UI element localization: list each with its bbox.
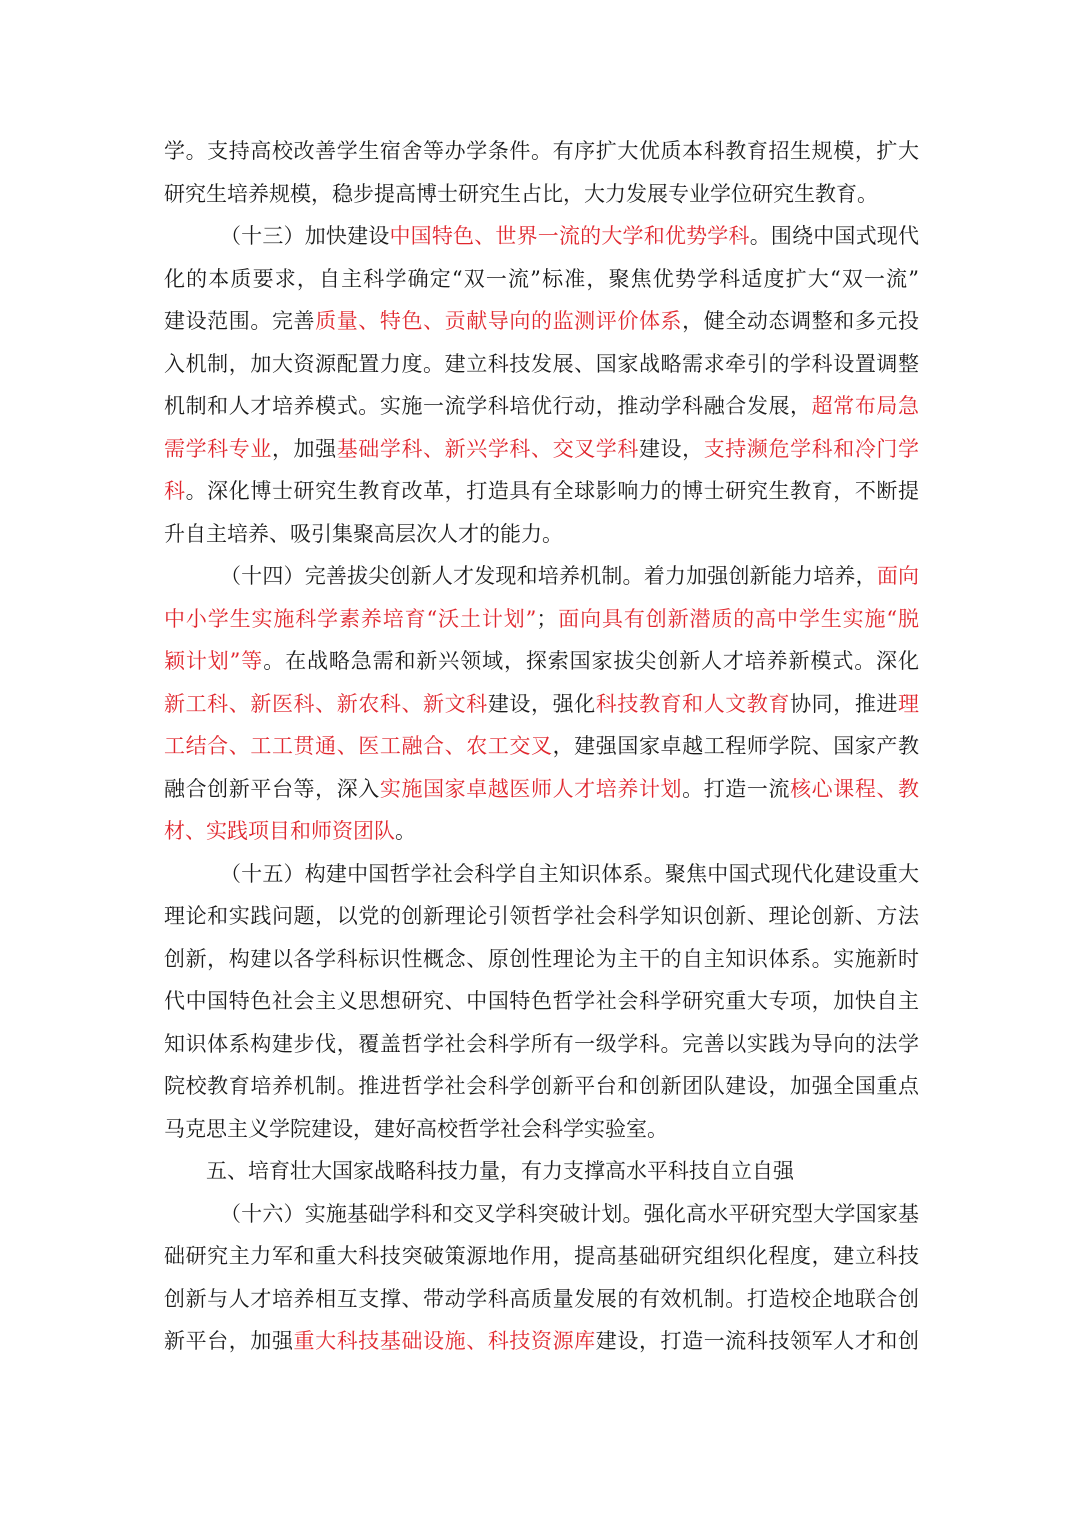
text-segment: 建设范围。完善 [164, 309, 316, 333]
text-segment: 升自主培养、吸引集聚高层次人才的能力。 [164, 521, 563, 546]
highlighted-text: 中国特色、世界一流的大学和优势学科 [389, 224, 750, 248]
highlighted-text: 材、实践项目和师资团队 [164, 819, 395, 843]
text-segment: 创新与人才培养相互支撑、带动学科高质量发展的有效机制。打造校企地联合创 [164, 1286, 919, 1311]
text-segment: 建设，强化 [487, 691, 596, 716]
document-body [164, 130, 919, 1363]
text-line [164, 683, 919, 726]
text-segment: 机制和人才培养模式。实施一流学科培优行动，推动学科融合发展， [164, 394, 812, 418]
text-line [164, 1235, 919, 1278]
text-line [164, 1278, 919, 1321]
text-line [164, 1065, 919, 1108]
text-segment: ； [536, 606, 558, 631]
text-line [164, 555, 919, 598]
paragraph [164, 130, 919, 215]
text-line [164, 895, 919, 938]
highlighted-text: 质量、特色、贡献导向的监测评价体系 [315, 309, 683, 333]
paragraph [164, 215, 919, 555]
text-segment: 。围绕中国式现代 [749, 224, 919, 248]
text-segment: ，加强 [271, 436, 337, 461]
text-segment: 化的本质要求，自主科学确定“双一流”标准，聚焦优势学科适度扩大“双一流” [164, 266, 919, 291]
highlighted-text: 重大科技基础设施、科技资源库 [293, 1329, 596, 1353]
text-line [164, 1023, 919, 1066]
highlighted-text: 面向 [876, 564, 919, 588]
highlighted-text: 中小学生实施科学素养培育“沃土计划” [164, 606, 537, 631]
text-line [164, 215, 919, 258]
highlighted-text: 核心课程、教 [790, 776, 919, 801]
highlighted-text: 颖计划”等 [164, 649, 264, 673]
text-line [164, 1193, 919, 1236]
section-heading [164, 1150, 919, 1193]
text-line [164, 258, 919, 301]
highlighted-text: 新工科、新医科、新农科、新文科 [164, 691, 488, 716]
text-segment: 融合创新平台等，深入 [164, 776, 380, 801]
highlighted-text: 科技教育和人文教育 [595, 691, 791, 716]
text-line [164, 343, 919, 386]
text-line [164, 130, 919, 173]
highlighted-text: 需学科专业 [164, 436, 272, 461]
text-segment: ，健全动态调整和多元投 [682, 309, 919, 333]
text-segment: ，建强国家卓越工程师学院、国家产教 [552, 734, 919, 758]
highlighted-text: 基础学科、新兴学科、交叉学科 [336, 436, 639, 461]
text-segment: 五、培育壮大国家战略科技力量，有力支撑高水平科技自立自强 [206, 1159, 794, 1183]
text-segment: （十四）完善拔尖创新人才发现和培养机制。着力加强创新能力培养， [220, 564, 877, 588]
text-segment: （十六）实施基础学科和交叉学科突破计划。强化高水平研究型大学国家基 [220, 1201, 919, 1226]
text-segment: 代中国特色社会主义思想研究、中国特色哲学社会科学研究重大专项，加快自主 [164, 989, 919, 1013]
text-segment: 。 [395, 819, 416, 843]
text-line [164, 598, 919, 641]
text-line [164, 173, 919, 216]
highlighted-text: 实施国家卓越医师人才培养计划 [379, 776, 683, 801]
text-segment: 。打造一流 [682, 776, 791, 801]
highlighted-text: 面向具有创新潜质的高中学生实施“脱 [557, 606, 919, 631]
text-line [164, 385, 919, 428]
text-segment: 院校教育培养机制。推进哲学社会科学创新平台和创新团队建设，加强全国重点 [164, 1074, 919, 1098]
text-segment: 理论和实践问题，以党的创新理论引领哲学社会科学知识创新、理论创新、方法 [164, 904, 919, 928]
text-line [164, 428, 919, 471]
text-segment: 。在战略急需和新兴领域，探索国家拔尖创新人才培养新模式。深化 [263, 649, 919, 673]
text-line [164, 1150, 919, 1193]
text-line [164, 1320, 919, 1363]
text-segment: 协同，推进 [790, 691, 899, 716]
text-segment: 。深化博士研究生教育改革，打造具有全球影响力的博士研究生教育，不断提 [185, 479, 919, 503]
paragraph [164, 853, 919, 1151]
text-segment: 础研究主力军和重大科技突破策源地作用，提高基础研究组织化程度，建立科技 [164, 1244, 919, 1268]
text-line [164, 768, 919, 811]
text-segment: （十三）加快建设 [220, 224, 390, 248]
paragraph [164, 555, 919, 853]
text-line [164, 980, 919, 1023]
text-segment: 学。支持高校改善学生宿舍等办学条件。有序扩大优质本科教育招生规模，扩大 [164, 139, 919, 163]
text-segment: 新平台，加强 [164, 1329, 294, 1353]
text-line [164, 853, 919, 896]
text-line [164, 938, 919, 981]
paragraph [164, 1193, 919, 1363]
highlighted-text: 理 [898, 691, 919, 716]
highlighted-text: 科 [164, 479, 186, 503]
text-line [164, 300, 919, 343]
text-segment: 入机制，加大资源配置力度。建立科技发展、国家战略需求牵引的学科设置调整 [164, 351, 919, 376]
text-line [164, 470, 919, 513]
highlighted-text: 超常布局急 [811, 394, 919, 418]
text-segment: 马克思主义学院建设，建好高校哲学社会科学实验室。 [164, 1116, 668, 1141]
text-line [164, 640, 919, 683]
text-segment: （十五）构建中国哲学社会科学自主知识体系。聚焦中国式现代化建设重大 [220, 861, 919, 886]
text-line [164, 810, 919, 853]
highlighted-text: 工结合、工工贯通、医工融合、农工交叉 [164, 734, 553, 758]
text-segment: 建设， [638, 436, 704, 461]
text-line [164, 513, 919, 556]
text-segment: 创新，构建以各学科标识性概念、原创性理论为主干的自主知识体系。实施新时 [164, 946, 919, 971]
text-segment: 研究生培养规模，稳步提高博士研究生占比，大力发展专业学位研究生教育。 [164, 181, 878, 206]
text-segment: 知识体系构建步伐，覆盖哲学社会科学所有一级学科。完善以实践为导向的法学 [164, 1031, 919, 1056]
text-segment: 建设，打造一流科技领军人才和创 [595, 1329, 919, 1353]
text-line [164, 1108, 919, 1151]
highlighted-text: 支持濒危学科和冷门学 [703, 436, 919, 461]
text-line [164, 725, 919, 768]
